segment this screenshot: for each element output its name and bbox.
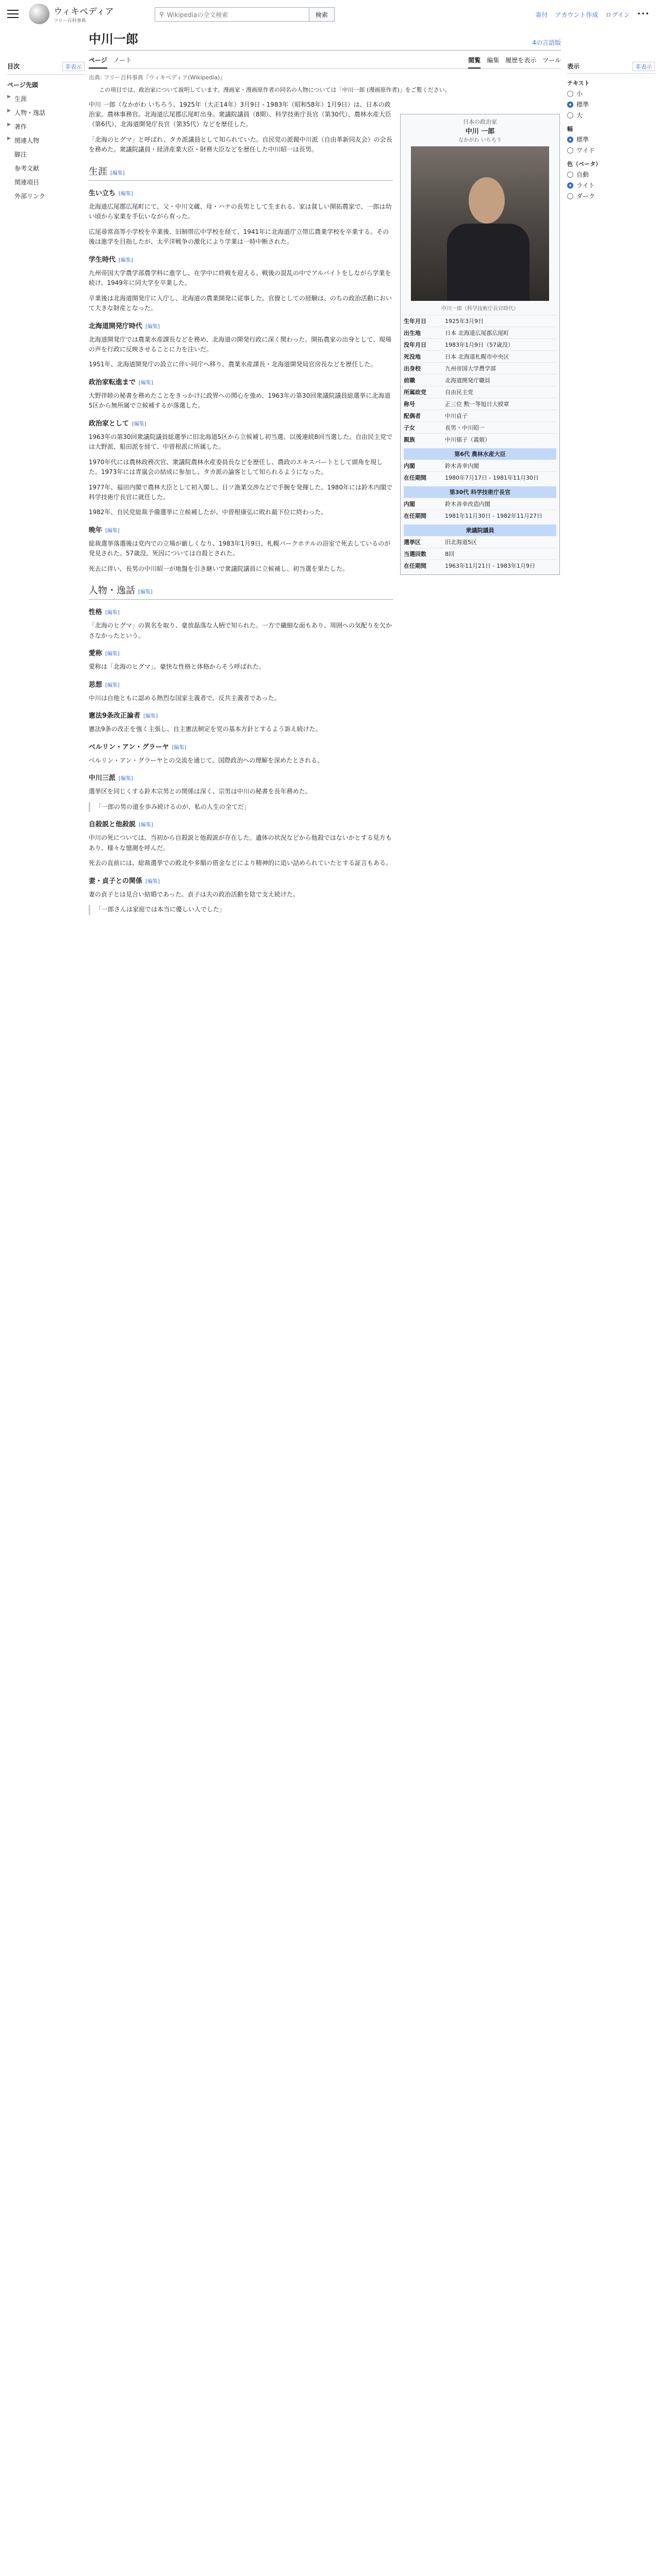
infobox-key: 在任期間 [404, 563, 426, 569]
paragraph: 1970年代には農林政務次官、衆議院農林水産委員長などを歴任し、農政のエキスパートとして頭角を現した。1973年には青嵐会の結成に参加し、タカ派の論客として知られるようになった。 [89, 458, 383, 476]
subsection-heading: 政治家として [編集] [89, 419, 146, 428]
chevron-right-icon[interactable]: ▶ [7, 94, 11, 99]
infobox-post-heading: 第30代 科学技術庁長官 [404, 486, 556, 498]
infobox-key: 生年月日 [404, 318, 426, 325]
paragraph: 選挙区を同じくする鈴木宗男との関係は深く、宗男は中川の秘書を長年務めた。 [89, 788, 311, 795]
toc-label: 参考文献 [14, 165, 40, 172]
site-header [0, 0, 662, 28]
toc-label: 著作 [14, 123, 27, 130]
chevron-right-icon[interactable]: ▶ [7, 122, 11, 127]
infobox-row [404, 421, 556, 433]
width-label: 幅 [567, 126, 573, 132]
radio-width-standard[interactable]: 標準 [567, 135, 655, 144]
infobox-key: 出生地 [404, 330, 421, 336]
infobox-key: 所属政党 [404, 389, 426, 396]
infobox-value: 鈴木善幸改造内閣 [445, 501, 490, 507]
edit-link[interactable]: [編集] [172, 744, 187, 751]
subsection-heading: 愛称 [編集] [89, 650, 120, 658]
wikipedia-globe-icon [29, 4, 49, 24]
radio-width-wide[interactable]: ワイド [567, 146, 655, 155]
infobox-value: 1981年11月30日 - 1982年11月27日 [445, 513, 542, 519]
infobox-post-heading: 第6代 農林水産大臣 [404, 448, 556, 460]
infobox-row [404, 374, 556, 386]
toc-label: 生涯 [14, 95, 27, 103]
paragraph: 九州帝国大学農学部農学科に進学し、在学中に終戦を迎える。戦後の混乱の中でアルバイトをしながら学業を続け、1949年に同大学を卒業した。 [89, 269, 391, 287]
page-tabs [89, 53, 561, 69]
subsection-heading: 生い立ち [編集] [89, 189, 133, 197]
infobox-value: 1983年1月9日（57歳没） [445, 342, 514, 348]
intro-paragraph: 中川 一郎（なかがわ いちろう、1925年（大正14年）3月9日 - 1983年（昭和58年）1月9日）は、日本の政治家。農林事務官。北海道広尾郡広尾町出身。衆議院議員（8期）、科学技術庁長官（第30代）、農林水産大臣（第6代）、北海道開発庁長官（第35代）などを歴任した。 [89, 100, 391, 128]
infobox-row [404, 386, 556, 398]
infobox-value: 8回 [445, 551, 454, 557]
subsection-heading: 政治家転進まで [編集] [89, 378, 153, 386]
infobox-row [404, 327, 556, 338]
infobox-row [404, 560, 556, 571]
subsection-heading: 学生時代 [編集] [89, 256, 133, 264]
tagline: 出典: フリー百科事典『ウィキペディア(Wikipedia)』 [89, 74, 226, 81]
infobox-value: 中川貞子 [445, 413, 468, 419]
infobox-key: 出身校 [404, 365, 421, 372]
tab-history[interactable]: 履歴を表示 [505, 57, 537, 64]
quote: 「一郎の男の道を歩み続けるのが、私の人生の全てだ」 [89, 802, 393, 812]
paragraph: 憲法9条の改正を強く主張し、自主憲法制定を党の基本方針とするよう訴え続けた。 [89, 725, 322, 733]
infobox-key: 配偶者 [404, 413, 421, 419]
tab-edit[interactable]: 編集 [487, 57, 500, 64]
login-link[interactable]: ログイン [605, 11, 630, 19]
infobox-key: 当選回数 [404, 551, 426, 557]
infobox-post-heading: 衆議院議員 [404, 524, 556, 536]
subsection-heading: ベルリン・アン・グラーヤ [編集] [89, 743, 187, 751]
radio-color-dark[interactable]: ダーク [567, 192, 655, 200]
radio-text-small[interactable]: 小 [567, 89, 655, 98]
chevron-right-icon[interactable]: ▶ [7, 136, 11, 141]
paragraph: 北海道開発庁では農業水産課長などを務め、北海道の開発行政に深く関わった。開拓農家の出身として、現場の声を行政に反映させることに力を注いだ。 [89, 335, 392, 353]
paragraph: ベルリン・アン・グラーヤとの交流を通じて、国際政治への理解を深めたとされる。 [89, 756, 324, 764]
infobox-value: 鈴木善幸内閣 [445, 463, 479, 469]
toc-sidebar [7, 62, 85, 203]
toc-item-person[interactable] [7, 106, 85, 120]
subsection-heading: 性格 [編集] [89, 608, 120, 617]
subsection-heading: 自殺説と他殺説 [編集] [89, 821, 153, 829]
infobox-key: 死没地 [404, 353, 421, 360]
edit-link[interactable]: [編集] [139, 822, 153, 828]
edit-link[interactable]: [編集] [119, 257, 133, 263]
infobox-value: 正三位 勲一等旭日大綬章 [445, 401, 509, 408]
infobox-value: 北海道開発庁職員 [445, 377, 490, 384]
paragraph: 1963年の第30回衆議院議員総選挙に旧北海道5区から立候補し初当選。以後連続8回当選した。自由民主党では大野派、船田派を経て、中曽根派に所属した。 [89, 433, 393, 451]
paragraph: 北海道広尾郡広尾町にて、父・中川文蔵、母・ハナの長男として生まれる。家は貧しい開拓農家で、一郎は幼い頃から家業を手伝いながら育った。 [89, 202, 392, 221]
radio-text-standard[interactable]: 標準 [567, 100, 655, 109]
paragraph: 死去の直前には、総裁選挙での敗北や多額の借金などにより精神的に追い詰められていたとする証言もある。 [89, 859, 392, 867]
page-title: 中川一郎 [89, 31, 138, 46]
infobox-row [404, 398, 556, 410]
radio-text-large[interactable]: 大 [567, 111, 655, 120]
edit-link[interactable]: [編集] [105, 528, 120, 534]
edit-link[interactable]: [編集] [119, 776, 133, 782]
infobox-row [404, 410, 556, 421]
paragraph: 妻の貞子とは見合い結婚であった。貞子は夫の政治活動を陰で支え続けた。 [89, 890, 299, 898]
color-label: 色（ベータ） [567, 161, 601, 167]
edit-link[interactable]: [編集] [145, 878, 160, 885]
edit-link[interactable]: [編集] [110, 170, 125, 176]
paragraph: 中川は自他ともに認める熱烈な国家主義者で、反共主義者であった。 [89, 694, 280, 702]
subsection-heading: 晩年 [編集] [89, 526, 120, 534]
section-heading-person: 人物・逸話 [編集] [89, 583, 393, 600]
infobox-key: 内閣 [404, 501, 415, 507]
quote: 「一郎さんは家庭では本当に優しい人でした」 [89, 905, 393, 914]
infobox-value: 1980年7月17日 - 1981年11月30日 [445, 474, 539, 481]
infobox-key: 選挙区 [404, 539, 421, 546]
infobox-row [404, 362, 556, 374]
tab-page[interactable]: ページ [89, 53, 107, 69]
section-heading-life: 生涯 [編集] [89, 164, 393, 181]
infobox-value: 日本 北海道札幌市中央区 [445, 353, 509, 360]
infobox-key: 称号 [404, 401, 415, 408]
appearance-heading: 表示 [567, 63, 580, 70]
toc-item-external-links[interactable] [7, 189, 85, 203]
toc-item-top[interactable] [7, 78, 85, 92]
infobox [400, 114, 560, 575]
text-size-label: テキスト [567, 80, 590, 87]
site-subtitle: フリー百科事典 [54, 19, 86, 24]
search-icon: ⚲ [159, 11, 164, 18]
paragraph: 1977年、福田内閣で農林大臣として初入閣し、日ソ漁業交渉などで手腕を発揮した。1980年には鈴木内閣で科学技術庁長官に就任した。 [89, 483, 393, 501]
toc-label: 脚注 [14, 151, 27, 158]
toc-hide-button[interactable]: 非表示 [62, 62, 85, 71]
toc-item-see-also[interactable] [7, 175, 85, 189]
infobox-category: 日本の政治家 [463, 118, 497, 125]
search-placeholder: Wikipediaの全文検索 [167, 11, 228, 19]
appearance-hide-button[interactable]: 非表示 [633, 62, 655, 71]
infobox-row [404, 315, 556, 327]
tab-talk[interactable]: ノート [113, 57, 132, 64]
infobox-row [404, 338, 556, 350]
appearance-panel [567, 62, 655, 202]
infobox-row [404, 433, 556, 445]
toc-label: ページ先頭 [7, 81, 38, 89]
infobox-row [404, 498, 556, 510]
infobox-value: 日本 北海道広尾郡広尾町 [445, 330, 509, 336]
create-account-link[interactable]: アカウント作成 [555, 11, 599, 19]
toc-item-related-people[interactable] [7, 133, 85, 147]
infobox-row [404, 460, 556, 471]
paragraph: 広尾尋常高等小学校を卒業後、旧制帯広中学校を経て、1941年に北海道庁立帯広農業学校を卒業する。その後は進学を目指したが、太平洋戦争の激化により学業は一時中断された。 [89, 228, 389, 246]
toc-item-works[interactable] [7, 120, 85, 133]
edit-link[interactable]: [編集] [143, 714, 158, 720]
paragraph: 愛称は「北海のヒグマ」。豪快な性格と体格からそう呼ばれた。 [89, 663, 266, 671]
paragraph: 卒業後は北海道開発庁に入庁し、北海道の農業開発に従事した。官僚としての経験は、のちの政治活動において大きな財産となった。 [89, 294, 392, 312]
tab-tools[interactable]: ツール [542, 57, 561, 64]
infobox-key: 前職 [404, 377, 415, 384]
chevron-right-icon[interactable]: ▶ [7, 108, 11, 113]
photo-caption: 中川一郎（科学技術庁長官時代） [441, 306, 519, 312]
language-button[interactable]: 4の言語版 [532, 39, 561, 46]
radio-color-light[interactable]: ライト [567, 181, 655, 190]
toc-item-life[interactable] [7, 92, 85, 106]
intro-paragraph-2: 「北海のヒグマ」と呼ばれ、タカ派議員として知られていた。自民党の派閥中川派（自由革新同友会）の会長を務めた。衆議院議員・経済産業大臣・財務大臣などを歴任した中川昭一は長男。 [89, 135, 392, 154]
infobox-kana: なかがわ いちろう [458, 138, 502, 143]
infobox-key: 在任期間 [404, 474, 426, 481]
edit-link[interactable]: [編集] [138, 589, 153, 596]
edit-link[interactable]: [編集] [105, 651, 120, 657]
toc-item-notes[interactable] [7, 147, 85, 161]
subsection-heading: 思想 [編集] [89, 681, 120, 689]
hatnote: この項目では、政治家について説明しています。漫画家・漫画原作者の同名の人物については「中川一郎 (漫画原作者)」をご覧ください。 [99, 87, 451, 93]
infobox-row [404, 350, 556, 362]
infobox-value: 長男・中川昭一 [445, 425, 485, 431]
portrait-photo[interactable] [411, 146, 549, 301]
site-logo[interactable] [29, 4, 114, 24]
subsection-heading: 妻・貞子との関係 [編集] [89, 877, 160, 885]
article-body [89, 100, 393, 915]
infobox-value: 1963年11月21日 - 1983年1月9日 [445, 563, 535, 569]
edit-link[interactable]: [編集] [119, 191, 133, 197]
infobox-value: 九州帝国大学農学部 [445, 365, 496, 372]
search-input[interactable] [155, 7, 309, 22]
toc-item-references[interactable] [7, 161, 85, 175]
search-form [155, 7, 335, 22]
paragraph: 中川の死については、当初から自殺説と他殺説が存在した。遺体の状況などから他殺ではないかとする見方もあり、様々な憶測を呼んだ。 [89, 834, 392, 852]
infobox-name: 中川 一郎 [465, 128, 495, 135]
toc-label: 人物・逸話 [14, 109, 46, 116]
infobox-key: 在任期間 [404, 513, 426, 519]
radio-color-auto[interactable]: 自動 [567, 170, 655, 179]
toc-heading: 目次 [7, 63, 20, 70]
infobox-value: 旧北海道5区 [445, 539, 477, 546]
more-icon[interactable]: ••• [637, 10, 650, 18]
site-name: ウィキペディア [54, 7, 114, 17]
paragraph: 1982年、自民党総裁予備選挙に立候補したが、中曽根康弘に敗れ最下位に終わった。 [89, 509, 327, 516]
infobox-key: 内閣 [404, 463, 415, 469]
edit-link[interactable]: [編集] [132, 421, 146, 427]
infobox-value: 1925年3月9日 [445, 318, 484, 325]
main-content [89, 29, 561, 919]
infobox-key: 没年月日 [404, 342, 426, 348]
edit-link[interactable]: [編集] [145, 324, 160, 330]
menu-icon[interactable] [7, 10, 19, 18]
infobox-key: 親族 [404, 436, 415, 443]
infobox-row [404, 510, 556, 521]
infobox-key: 子女 [404, 425, 415, 431]
subsection-heading: 中川三派 [編集] [89, 774, 133, 783]
paragraph: 「北海のヒグマ」の異名を取り、豪放磊落な人柄で知られた。一方で繊細な面もあり、周囲への気配りを欠かさなかったという。 [89, 622, 392, 639]
search-button[interactable]: 検索 [309, 7, 335, 22]
edit-link[interactable]: [編集] [139, 380, 153, 386]
paragraph: 死去に伴い、長男の中川昭一が地盤を引き継いで衆議院議員に立候補し、初当選を果たした。 [89, 565, 349, 572]
toc-label: 外部リンク [14, 193, 45, 200]
toc-label: 関連項目 [14, 179, 40, 186]
user-links [535, 10, 650, 19]
infobox-row [404, 536, 556, 548]
infobox-row [404, 548, 556, 560]
paragraph: 大野伴睦の秘書を務めたことをきっかけに政界への関心を強め、1963年の第30回衆議院議員総選挙に北海道5区から無所属で立候補するが落選した。 [89, 392, 391, 410]
paragraph: 総裁選挙落選後は党内での立場が厳しくなり、1983年1月9日、札幌パークホテルの浴室で死去しているのが発見された。57歳没。死因については自殺とされた。 [89, 539, 391, 557]
edit-link[interactable]: [編集] [105, 682, 120, 688]
subsection-heading: 北海道開発庁時代 [編集] [89, 322, 160, 330]
infobox-row [404, 471, 556, 483]
subsection-heading: 憲法9条改正論者 [編集] [89, 712, 158, 720]
infobox-value: 自由民主党 [445, 389, 473, 396]
paragraph: 1951年、北海道開発庁の設立に伴い同庁へ移り、農業水産課長・北海道開発局官房長などを歴任した。 [89, 361, 377, 368]
infobox-value: 中川郁子（義娘） [445, 436, 490, 443]
donate-link[interactable]: 寄付 [535, 11, 548, 19]
toc-label: 関連人物 [14, 137, 40, 144]
tab-read[interactable]: 閲覧 [468, 53, 481, 69]
edit-link[interactable]: [編集] [105, 610, 120, 616]
